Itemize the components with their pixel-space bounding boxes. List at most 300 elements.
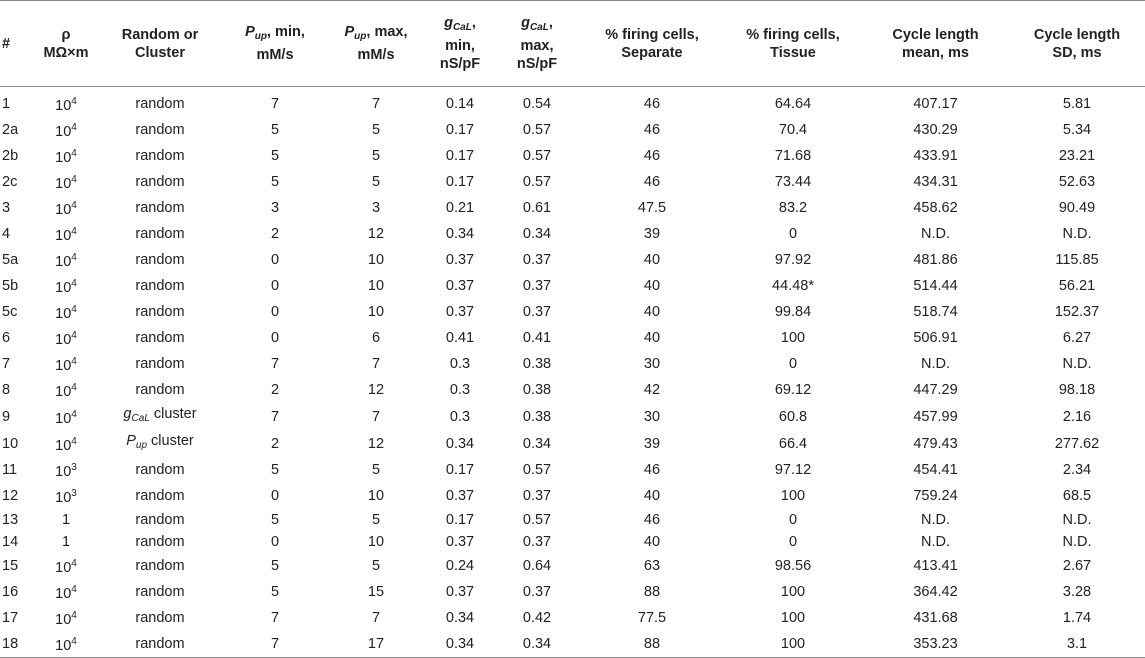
cell-gcal-min: 0.37 xyxy=(445,304,475,320)
cell-pup-min: 0 xyxy=(270,488,280,504)
cell-mean: 759.24 xyxy=(913,488,958,504)
cell-pup-max: 15 xyxy=(367,584,385,600)
cell-gcal-min: 0.17 xyxy=(445,462,475,478)
rho-cell xyxy=(36,195,96,221)
cell-sd: 90.49 xyxy=(1058,200,1096,216)
cell-gcal-min: 0.17 xyxy=(445,512,475,528)
cell-mean: 514.44 xyxy=(913,278,958,294)
column-header xyxy=(494,1,580,87)
cell-sd: 3.28 xyxy=(1062,584,1092,600)
cell-pup-min: 5 xyxy=(270,462,280,478)
distribution-type xyxy=(96,430,224,457)
header-line-2: Cluster xyxy=(135,44,185,61)
cell-mean: 434.31 xyxy=(913,174,958,190)
type-text: random xyxy=(135,174,185,190)
rho-exponent: 4 xyxy=(71,356,77,367)
rho-exponent: 4 xyxy=(71,174,77,185)
header-line-2: MΩ×m xyxy=(43,44,89,61)
cell-tissue: 60.8 xyxy=(778,408,808,425)
cell-sd: 115.85 xyxy=(1055,252,1099,268)
cell-pup-min: 0 xyxy=(270,278,280,294)
cell-sd: 23.21 xyxy=(1058,148,1096,164)
table-row xyxy=(0,430,1145,457)
header-text: % firing cells, xyxy=(746,26,840,43)
cell-pup-min: 0 xyxy=(270,304,280,320)
rho-cell xyxy=(36,457,96,483)
table-row xyxy=(0,247,1145,273)
cell-gcal-min: 0.41 xyxy=(445,330,475,346)
distribution-type xyxy=(96,509,224,531)
rho-base: 10 xyxy=(55,560,72,576)
cell-gcal-min: 0.37 xyxy=(445,252,475,268)
cell-mean: 430.29 xyxy=(913,122,958,138)
rho-base: 10 xyxy=(55,332,72,348)
row-id: 5b xyxy=(2,278,19,294)
cell-pup-max: 12 xyxy=(367,226,385,242)
distribution-type xyxy=(96,195,224,221)
cell-tissue: 98.56 xyxy=(774,558,812,574)
rho-exponent: 4 xyxy=(71,226,77,237)
rho-cell xyxy=(36,87,96,118)
table-row xyxy=(0,553,1145,579)
row-id: 11 xyxy=(2,462,18,478)
table-row xyxy=(0,117,1145,143)
cell-tissue: 70.4 xyxy=(778,122,808,138)
column-header xyxy=(862,1,1009,87)
column-header xyxy=(36,1,96,87)
rho-base: 10 xyxy=(55,410,72,427)
table-row xyxy=(0,457,1145,483)
header-line-2: SD, ms xyxy=(1052,44,1102,61)
cell-sep: 40 xyxy=(643,534,661,550)
cell-pup-max: 3 xyxy=(371,200,381,216)
cell-tissue: 100 xyxy=(780,584,806,600)
row-id: 13 xyxy=(2,512,19,528)
type-subscript: CaL xyxy=(131,413,150,424)
cell-tissue: 97.12 xyxy=(774,462,812,478)
header-line-1 xyxy=(496,14,578,37)
rho-exponent: 4 xyxy=(71,148,77,159)
cell-pup-min: 7 xyxy=(270,636,280,652)
cell-gcal-min: 0.17 xyxy=(445,148,475,164)
row-id: 2a xyxy=(2,122,19,138)
header-text: , xyxy=(471,15,476,31)
rho-base: 10 xyxy=(55,586,72,602)
cell-gcal-min: 0.34 xyxy=(445,435,475,452)
cell-sd: 2.67 xyxy=(1062,558,1092,574)
header-line-1 xyxy=(38,26,94,44)
cell-sd: 277.62 xyxy=(1054,435,1100,452)
distribution-type xyxy=(96,87,224,118)
row-id: 8 xyxy=(2,382,11,398)
type-text: random xyxy=(135,200,185,216)
distribution-type xyxy=(96,457,224,483)
rho-base: 10 xyxy=(55,228,72,244)
header-line-1 xyxy=(428,14,492,37)
row-id: 6 xyxy=(2,330,11,346)
cell-sep: 46 xyxy=(643,96,661,112)
cell-pup-min: 2 xyxy=(270,382,280,398)
header-variable: P xyxy=(245,24,255,40)
cell-gcal-max: 0.57 xyxy=(522,174,552,190)
cell-pup-min: 7 xyxy=(270,96,280,112)
cell-gcal-min: 0.17 xyxy=(445,174,475,190)
cell-gcal-min: 0.3 xyxy=(449,382,471,398)
table-row xyxy=(0,579,1145,605)
cell-sep: 63 xyxy=(643,558,661,574)
rho-exponent: 4 xyxy=(71,330,77,341)
row-id: 4 xyxy=(2,226,11,242)
cell-sd: 56.21 xyxy=(1058,278,1096,294)
cell-mean: 431.68 xyxy=(913,610,958,626)
rho-exponent: 4 xyxy=(71,558,77,569)
cell-gcal-max: 0.37 xyxy=(522,584,552,600)
cell-gcal-min: 0.14 xyxy=(445,96,475,112)
cell-gcal-max: 0.37 xyxy=(522,488,552,504)
cell-pup-min: 5 xyxy=(270,174,280,190)
type-text: random xyxy=(135,252,185,268)
type-text: random xyxy=(135,462,185,478)
cell-pup-max: 10 xyxy=(367,278,385,294)
header-subscript: up xyxy=(254,31,267,42)
table-header xyxy=(0,1,1145,87)
type-text: random xyxy=(135,382,185,398)
cell-tissue: 0 xyxy=(788,356,798,372)
cell-sd: 5.81 xyxy=(1062,96,1092,112)
type-text: random xyxy=(135,278,185,294)
table-row xyxy=(0,299,1145,325)
rho-exponent: 4 xyxy=(71,408,77,420)
cell-mean: 454.41 xyxy=(913,462,958,478)
cell-pup-min: 5 xyxy=(270,584,280,600)
row-id: 14 xyxy=(2,534,19,550)
column-header xyxy=(724,1,862,87)
cell-mean: 364.42 xyxy=(913,584,958,600)
header-subscript: CaL xyxy=(452,22,472,33)
row-id: 15 xyxy=(2,558,19,574)
type-text: random xyxy=(135,488,185,504)
distribution-type xyxy=(96,605,224,631)
column-header xyxy=(1009,1,1145,87)
rho-cell xyxy=(36,553,96,579)
type-text: cluster xyxy=(149,406,197,422)
column-header xyxy=(96,1,224,87)
cell-sep: 46 xyxy=(643,512,661,528)
cell-mean: 457.99 xyxy=(913,408,958,425)
rho-cell xyxy=(36,143,96,169)
rho-exponent: 4 xyxy=(71,122,77,133)
row-id: 12 xyxy=(2,488,19,504)
cell-sep: 46 xyxy=(643,148,661,164)
cell-pup-max: 12 xyxy=(367,382,385,398)
rho-base: 10 xyxy=(55,176,72,192)
cell-mean: 481.86 xyxy=(913,252,958,268)
type-text: random xyxy=(135,304,185,320)
type-text: random xyxy=(135,558,185,574)
cell-pup-max: 5 xyxy=(371,462,381,478)
cell-sd: 3.1 xyxy=(1066,636,1088,652)
cell-pup-min: 0 xyxy=(270,330,280,346)
type-text: random xyxy=(135,226,185,242)
cell-pup-min: 0 xyxy=(270,534,280,550)
table-row xyxy=(0,143,1145,169)
cell-gcal-min: 0.3 xyxy=(449,356,471,372)
cell-sep: 30 xyxy=(643,356,661,372)
header-line-2: max, xyxy=(520,38,554,54)
header-line-1 xyxy=(1011,26,1143,44)
cell-gcal-max: 0.42 xyxy=(522,610,552,626)
cell-gcal-min: 0.21 xyxy=(445,200,475,216)
table-row xyxy=(0,325,1145,351)
row-id: 16 xyxy=(2,584,19,600)
cell-pup-max: 5 xyxy=(371,558,381,574)
rho-exponent: 3 xyxy=(71,488,77,499)
row-id: 5a xyxy=(2,252,19,268)
table-row xyxy=(0,631,1145,658)
header-text: Cycle length xyxy=(892,26,979,43)
cell-sep: 39 xyxy=(643,435,661,452)
rho-exponent: 4 xyxy=(71,636,77,647)
cell-gcal-min: 0.24 xyxy=(445,558,475,574)
rho-base: 10 xyxy=(55,638,72,654)
type-text: random xyxy=(135,512,185,528)
type-text: random xyxy=(135,148,185,164)
cell-pup-max: 10 xyxy=(367,252,385,268)
table-row xyxy=(0,403,1145,430)
cell-gcal-max: 0.57 xyxy=(522,148,552,164)
type-subscript: up xyxy=(135,440,148,451)
rho-exponent: 4 xyxy=(71,382,77,393)
table-row xyxy=(0,169,1145,195)
cell-gcal-max: 0.64 xyxy=(522,558,552,574)
header-line-2: mean, ms xyxy=(902,44,969,61)
distribution-type xyxy=(96,169,224,195)
cell-gcal-max: 0.37 xyxy=(522,304,552,320)
cell-gcal-min: 0.17 xyxy=(445,122,475,138)
type-variable: g xyxy=(123,406,132,422)
rho-exponent: 4 xyxy=(71,200,77,211)
cell-gcal-max: 0.57 xyxy=(522,462,552,478)
column-header xyxy=(580,1,724,87)
cell-pup-max: 5 xyxy=(371,174,381,190)
cell-pup-max: 10 xyxy=(367,304,385,320)
header-line-2: mM/s xyxy=(256,47,294,63)
table-row xyxy=(0,605,1145,631)
rho-base: 1 xyxy=(61,512,71,528)
header-line-2: min, xyxy=(445,38,475,54)
header-line-1 xyxy=(98,26,222,44)
distribution-type xyxy=(96,117,224,143)
type-text: random xyxy=(135,610,185,626)
rho-cell xyxy=(36,579,96,605)
cell-pup-max: 12 xyxy=(367,435,385,452)
cell-gcal-max: 0.37 xyxy=(522,252,552,268)
header-variable: P xyxy=(344,24,355,40)
cell-gcal-min: 0.37 xyxy=(445,534,475,550)
cell-pup-min: 5 xyxy=(270,558,280,574)
rho-cell xyxy=(36,117,96,143)
rho-base: 10 xyxy=(55,437,72,454)
cell-sd: N.D. xyxy=(1062,512,1092,528)
cell-tissue: 100 xyxy=(780,636,806,652)
cell-pup-min: 7 xyxy=(270,408,280,425)
table-body xyxy=(0,87,1145,658)
rho-exponent: 4 xyxy=(71,252,77,263)
distribution-type xyxy=(96,299,224,325)
cell-mean: N.D. xyxy=(921,226,950,242)
cell-gcal-max: 0.41 xyxy=(522,330,552,346)
cell-gcal-max: 0.38 xyxy=(522,408,552,425)
cell-gcal-max: 0.54 xyxy=(522,96,552,112)
cell-sep: 40 xyxy=(643,488,661,504)
rho-cell xyxy=(36,631,96,658)
cell-tissue: 0 xyxy=(788,512,798,528)
cell-pup-min: 7 xyxy=(270,610,280,626)
table-row xyxy=(0,351,1145,377)
type-text: cluster xyxy=(147,433,194,449)
header-line-1 xyxy=(864,26,1007,44)
rho-exponent: 4 xyxy=(71,96,77,107)
row-id: 2c xyxy=(2,174,18,190)
distribution-type xyxy=(96,553,224,579)
type-text: random xyxy=(135,534,185,550)
header-variable: g xyxy=(521,15,530,31)
type-text: random xyxy=(135,584,185,600)
table-row xyxy=(0,509,1145,531)
cell-mean: 458.62 xyxy=(913,200,958,216)
distribution-type xyxy=(96,579,224,605)
rho-cell xyxy=(36,273,96,299)
table-row xyxy=(0,221,1145,247)
cell-tissue: 100 xyxy=(780,330,806,346)
cell-pup-max: 7 xyxy=(371,408,381,425)
distribution-type xyxy=(96,483,224,509)
header-subscript: up xyxy=(354,31,367,42)
table-row xyxy=(0,273,1145,299)
cell-tissue: 73.44 xyxy=(774,174,812,190)
rho-cell xyxy=(36,531,96,553)
distribution-type xyxy=(96,377,224,403)
header-text: % firing cells, xyxy=(605,26,699,43)
row-id: 17 xyxy=(2,610,19,626)
cell-pup-max: 7 xyxy=(371,356,381,372)
cell-pup-min: 7 xyxy=(270,356,280,372)
cell-mean: N.D. xyxy=(921,512,950,528)
cell-pup-min: 3 xyxy=(270,200,280,216)
header-subscript: CaL xyxy=(529,22,549,33)
cell-gcal-max: 0.34 xyxy=(522,226,552,242)
cell-mean: 413.41 xyxy=(913,558,958,574)
rho-base: 10 xyxy=(55,150,72,166)
cell-pup-max: 7 xyxy=(371,610,381,626)
header-line-3: nS/pF xyxy=(516,56,558,72)
header-text: , xyxy=(548,15,553,31)
rho-base: 1 xyxy=(61,534,71,550)
cell-tissue: 0 xyxy=(788,534,798,550)
cell-mean: 506.91 xyxy=(913,330,958,346)
cell-sd: 6.27 xyxy=(1062,330,1092,346)
type-variable: P xyxy=(126,433,136,449)
cell-mean: N.D. xyxy=(921,356,950,372)
cell-tissue: 0 xyxy=(788,226,798,242)
cell-sep: 88 xyxy=(643,584,661,600)
header-line-1 xyxy=(328,23,424,46)
cell-gcal-max: 0.37 xyxy=(522,278,552,294)
header-line-1 xyxy=(226,23,324,46)
header-text: , max, xyxy=(366,24,408,40)
cell-sep: 77.5 xyxy=(637,610,667,626)
header-text: ρ xyxy=(61,26,71,43)
header-variable: g xyxy=(444,15,453,31)
cell-gcal-max: 0.57 xyxy=(522,122,552,138)
header-text: , min, xyxy=(267,24,305,40)
table-row xyxy=(0,377,1145,403)
cell-sd: N.D. xyxy=(1062,356,1092,372)
rho-base: 10 xyxy=(55,490,72,506)
cell-pup-min: 5 xyxy=(270,122,280,138)
cell-gcal-min: 0.37 xyxy=(445,584,475,600)
cell-tissue: 64.64 xyxy=(774,96,812,112)
row-id: 2b xyxy=(2,148,19,164)
distribution-type xyxy=(96,143,224,169)
type-text: random xyxy=(135,330,185,346)
rho-cell xyxy=(36,509,96,531)
cell-gcal-min: 0.34 xyxy=(445,610,475,626)
type-text: random xyxy=(135,122,185,138)
cell-gcal-min: 0.37 xyxy=(445,488,475,504)
distribution-type xyxy=(96,631,224,658)
header-text: Random or xyxy=(121,26,199,43)
cell-mean: 353.23 xyxy=(913,636,958,652)
row-id: 3 xyxy=(2,200,11,216)
cell-tissue: 100 xyxy=(780,488,806,504)
rho-cell xyxy=(36,377,96,403)
rho-exponent: 4 xyxy=(71,304,77,315)
rho-exponent: 4 xyxy=(71,610,77,621)
rho-cell xyxy=(36,483,96,509)
table-row xyxy=(0,483,1145,509)
cell-gcal-min: 0.34 xyxy=(445,636,475,652)
cell-sd: 2.16 xyxy=(1062,408,1092,425)
cell-sep: 40 xyxy=(643,304,661,320)
cell-sd: 52.63 xyxy=(1058,174,1096,190)
header-line-2: mM/s xyxy=(357,47,395,63)
cell-sep: 30 xyxy=(643,408,661,425)
column-header xyxy=(326,1,426,87)
header-line-2: Separate xyxy=(621,44,683,61)
header-line-1 xyxy=(582,26,722,44)
cell-sep: 46 xyxy=(643,174,661,190)
distribution-type xyxy=(96,351,224,377)
cell-pup-max: 10 xyxy=(367,488,385,504)
cell-gcal-max: 0.38 xyxy=(522,356,552,372)
type-text: random xyxy=(135,96,185,112)
cell-tissue: 100 xyxy=(780,610,806,626)
header-line-2: Tissue xyxy=(770,44,816,61)
row-id: 10 xyxy=(2,435,19,452)
header-line-1 xyxy=(726,26,860,44)
cell-mean: 518.74 xyxy=(913,304,958,320)
cell-sep: 47.5 xyxy=(637,200,667,216)
rho-exponent: 4 xyxy=(71,278,77,289)
rho-base: 10 xyxy=(55,358,72,374)
rho-exponent: 4 xyxy=(71,435,77,447)
cell-sep: 88 xyxy=(643,636,661,652)
table-row xyxy=(0,531,1145,553)
cell-pup-min: 2 xyxy=(270,435,280,452)
row-id: 5c xyxy=(2,304,18,320)
distribution-type xyxy=(96,221,224,247)
